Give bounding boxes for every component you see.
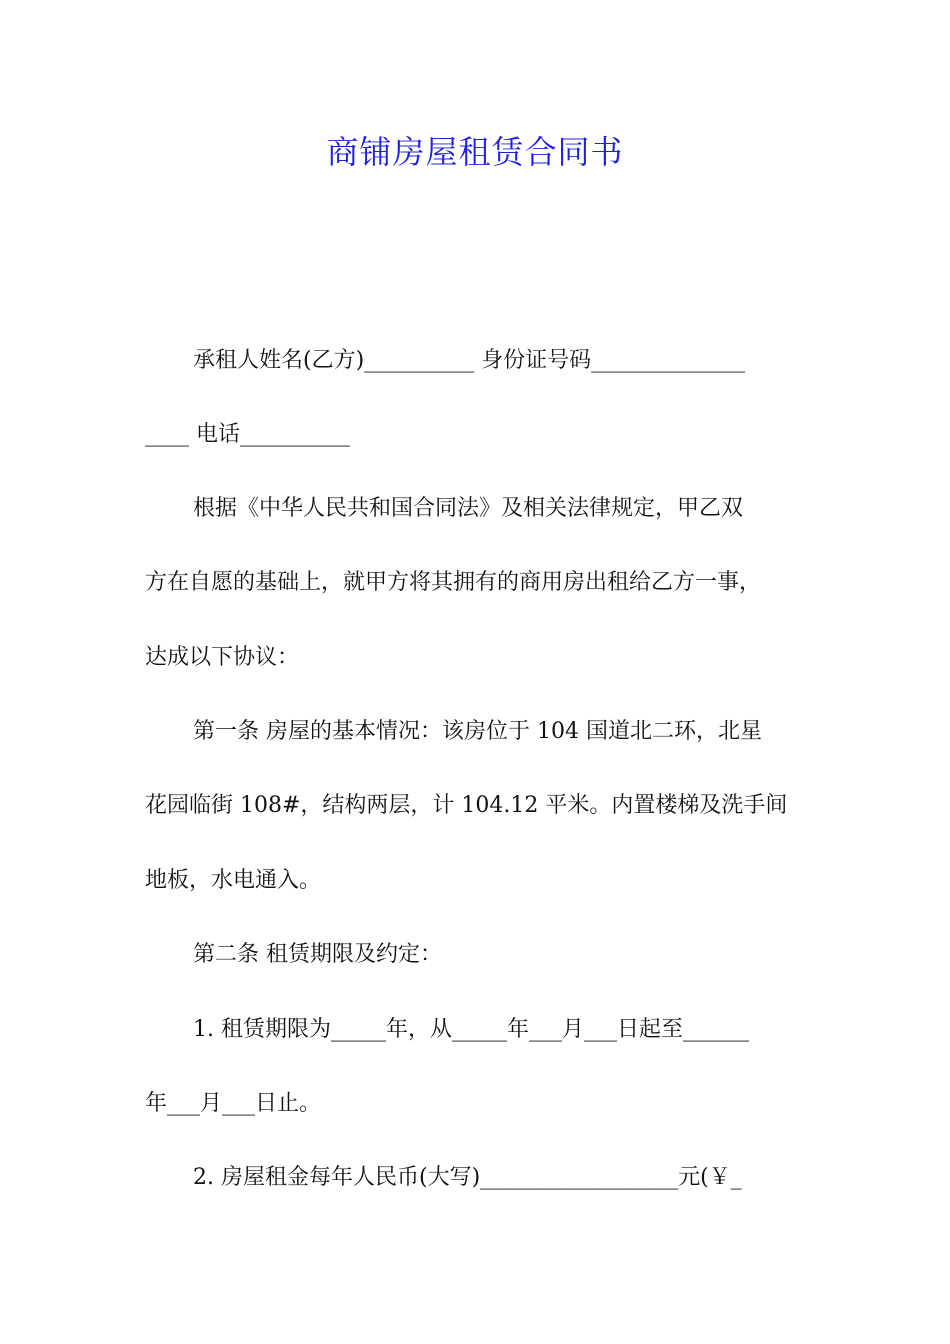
tenant-info-line: 承租人姓名(乙方)__________ 身份证号码______________ — [193, 348, 746, 373]
article-2-item-1-line-2: 年___月___日止。 — [145, 1091, 322, 1116]
document-title: 商铺房屋租赁合同书 — [326, 133, 624, 171]
preamble-line-3: 达成以下协议： — [145, 645, 300, 670]
article-2-heading: 第二条 租赁期限及约定： — [193, 942, 442, 967]
article-2-item-1-line-1: 1. 租赁期限为_____年，从_____年___月___日起至______ — [193, 1017, 749, 1042]
article-2-item-2-line-1: 2. 房屋租金每年人民币(大写)__________________元(￥_ — [193, 1165, 742, 1190]
article-1-line-3: 地板，水电通入。 — [145, 868, 322, 893]
article-1-line-1: 第一条 房屋的基本情况：该房位于 104 国道北二环，北星 — [193, 719, 762, 744]
article-1-line-2: 花园临街 108#，结构两层，计 104.12 平米。内置楼梯及洗手间 — [145, 793, 788, 818]
phone-line: ____ 电话__________ — [145, 422, 350, 447]
preamble-line-2: 方在自愿的基础上，就甲方将其拥有的商用房出租给乙方一事， — [145, 570, 762, 595]
preamble-line-1: 根据《中华人民共和国合同法》及相关法律规定，甲乙双 — [193, 496, 744, 521]
